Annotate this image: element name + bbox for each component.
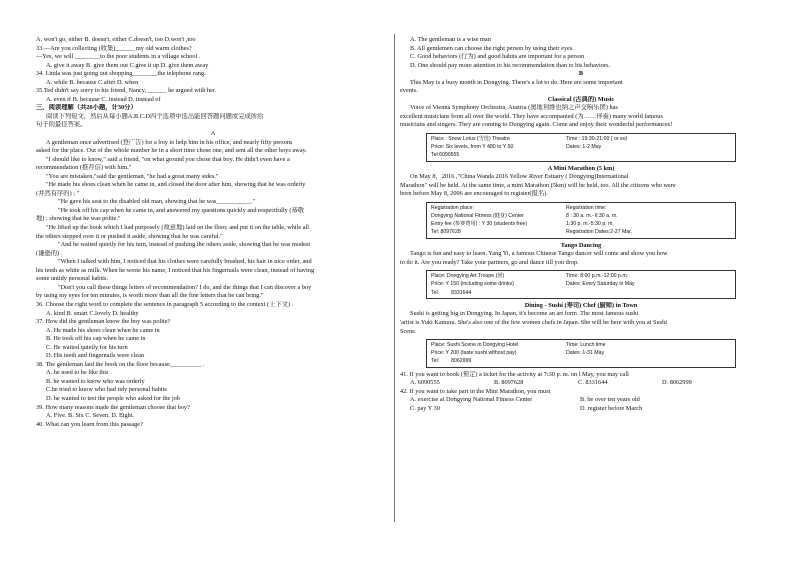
q40-option: B. All gentlemen can choose the right person by using their eyes. [410, 44, 574, 52]
marathon-place: Dongying National Fitness (健身) Center [431, 213, 524, 220]
text-line: 39. How many reasons made the gentleman choose that boy? [36, 403, 190, 411]
text-line: A. he used to be like this [46, 369, 109, 377]
marathon-fee: Entry fee (参赛费用) : Y 30 (students free) [431, 221, 528, 228]
music-tel: Tel:6090555 [431, 152, 460, 159]
text-line: 35.Ted didn't say sorry to his friend, Nancy, ______ he argued with her. [36, 87, 217, 95]
text-line: (谦逊的) . [36, 249, 63, 257]
sushi-place: Place: Sushi Scene in Dongying Hotel [431, 342, 519, 349]
marathon-title: A Mini Marathon (5 km) [547, 164, 615, 172]
text-line: A. He made his shoes clean when he came in [46, 326, 160, 334]
tango-info-box [426, 270, 736, 299]
q40-option: D. One should pay more attention to his recommendation than to his behaviors. [410, 61, 611, 69]
text-line: A. kind B. smart C.lovely D. healthy [46, 309, 139, 317]
q42-option-d: D. register before March [580, 404, 643, 412]
q41-options [400, 379, 762, 388]
sushi-text: 'artist is Yuki Kamura. She's also one of the few women chefs in Japan. She will be here with you at Sushi [400, 318, 667, 326]
sushi-tel: 8062999 [451, 358, 472, 365]
sushi-tel-label: Tel: [431, 358, 440, 365]
tango-text: to do it. Are you ready? Take your partners, go and dance till you drop. [400, 258, 579, 266]
text-line: 句子的最佳答案。 [36, 121, 87, 129]
text-line: A gentleman once advertised (登广告) for a boy to help him in his office, and nearly fifty persons [46, 138, 293, 146]
q40-option: A. The gentleman is a wise man [410, 36, 491, 43]
q41-option-c: C. 8331644 [578, 379, 608, 387]
text-line: some untidy personal habits. [36, 275, 109, 283]
marathon-place-label: Registration place: [431, 204, 474, 211]
text-line: —Yes, we will ________to the poor students in a village school . [36, 53, 201, 61]
question-41: 41. If you want to book (预定) a ticket for the activity at 7:30 p. m. on l May, you may call [400, 370, 629, 378]
tango-time: Time: 8:00 p.m.-12:00 p.m. [566, 273, 629, 280]
q40-options [400, 36, 762, 70]
q42-option-b: B. be over ten years old [580, 396, 640, 404]
marathon-time-label: Registration time: [566, 204, 607, 211]
marathon-text: born before May 8, 2006 are encouraged to register(报名). [400, 190, 548, 198]
sushi-text: Scene. [400, 327, 417, 335]
sushi-info-box [426, 339, 736, 368]
text-line: "When I talked with him, I noticed that his clothes were carefully brushed, his hair in nice order, and [58, 258, 312, 266]
music-place: Place : Snow Lotus (雪莲) Theatre [431, 136, 510, 143]
text-line: "Don't you call these things letters of recommendation? I do, and the things that I can discover a boy [58, 283, 312, 291]
text-line: by using my eyes for ten minutes, is worth more than all the fine letters that he can bring." [36, 292, 264, 300]
text-line: A. while B. because C.after D. when [46, 78, 139, 86]
text-line: recommendation (推荐信) with him." [36, 164, 132, 172]
text-line: 地) ; showing that he was polite." [36, 215, 121, 223]
q41-option-a: A. 6090555 [410, 379, 440, 387]
music-text: excellent musicians from all over the world. They have accompanied (为……伴奏) many world famous [400, 112, 663, 120]
intro-line: This May is a busy month in Dongying. There's a lot to do. Here are some important [410, 78, 623, 86]
marathon-text: Marathon" will be held. At the same time, a mini Marathon (5km) will be held, too. All the citizens who were [400, 181, 676, 189]
marathon-time-afternoon: 1:30 p. m.-5:30 p. m. [566, 221, 614, 228]
q41-option-b: B. 8097628 [494, 379, 524, 387]
music-dates: Dates: 1-2 May [566, 144, 602, 151]
text-line: 38. The gentleman laid the book on the floor because__________ . [36, 360, 205, 368]
tango-tel: 8331644 [451, 289, 472, 296]
sushi-price: Price: Y 200 (taste sushi without pay) [431, 350, 517, 357]
text-line: A. even if B. because C. instead D. instead of [46, 95, 161, 103]
text-line: "You are mistaken,"said the gentleman, "he had a great many sides." [46, 172, 219, 180]
column-divider [394, 34, 395, 522]
text-line: C. He waited quietly for his turn [46, 343, 128, 351]
question-42: 42. If you want to take part in the Mini Marathon, you must [400, 387, 551, 395]
text-line: "And he waited quietly for his turn, instead of pushing the others aside, showing that he was modest [58, 241, 311, 249]
text-line: C.he tried to know who had tidy personal habits [46, 386, 167, 394]
music-title: Classical (古典的) Music [547, 95, 615, 103]
tango-title: Tango Dancing [560, 241, 602, 249]
text-line: "He lifted up the book which I had purposely (故意地) laid on the floor, and put it on the table, while all [46, 224, 310, 232]
text-line: A. won't go, either B. doesn't, either C.doesn't, too D.won't ,too [36, 36, 196, 43]
text-line: 阅读下列短文，然后从每小题A.B.C.D四个选项中选出能回答题问题或完成所给 [46, 112, 264, 120]
text-line: the others stepped over it or pushed it aside, showing that he was careful." [36, 232, 223, 240]
section-b-label: B [578, 70, 584, 78]
intro-line: events. [400, 87, 418, 95]
sushi-text: Sushi is getting big in Dongying. In Japan, it's become an art form .The most famous sushi [410, 310, 639, 318]
q40-option: C. Good behaviors (行为) and good habits are important for a person [410, 53, 585, 61]
text-line: 34. Linda was just going out shopping________the telephone rang. [36, 70, 206, 78]
marathon-dates: Registration Dates:2-27 Mar. [566, 229, 633, 236]
tango-place: Place: Dongying Art Troupe (团) [431, 273, 505, 280]
sushi-title: Dining - Sushi (寿司) Chef (厨师) in Town [524, 301, 638, 309]
left-column [36, 36, 390, 429]
sushi-time: Time: Lunch time [566, 342, 606, 349]
q42-option-c: C. pay Y 30 [410, 404, 440, 412]
tango-text: Tango is fun and easy to learn. Yang Yi, a famous Chinese Tango dancer will come and show you how [410, 250, 668, 258]
text-line: 37. How did the gentleman know the boy was polite? [36, 318, 171, 326]
q42-option-a: A. exercise at Dongying National Fitness Center [410, 396, 533, 404]
text-line: B. he wanted to know who was orderly [46, 377, 145, 385]
marathon-info-box [426, 202, 736, 239]
text-line: D. His teeth and fingernails were clean [46, 352, 145, 360]
q42-options-row2 [400, 405, 762, 414]
text-line: B. He took off his cap when he came in [46, 335, 146, 343]
marathon-time-morning: 8 : 30 a. m.- ll:30 a. m. [566, 213, 618, 220]
text-line: 40. What can you learn from this passage? [36, 420, 143, 428]
music-time: Time : 19:30-21:00 ( or so) [566, 136, 628, 143]
text-line: A [210, 130, 216, 138]
tango-tel-label: Tel: [431, 289, 440, 296]
music-text: Voice of Vienna Symphony Orchestra, Austria (奥地利维也纳之声交响乐团) has [410, 104, 618, 112]
text-line: asked for the place. Out of the whole number he in a short time chose one, and sent all the other boys away. [36, 147, 307, 155]
text-line: D. he wanted to test the people who asked for the job [46, 394, 180, 402]
text-line: A. Five. B. Six C. Seven. D. Eight. [46, 412, 135, 420]
q41-option-d: D. 8062999 [662, 379, 692, 387]
text-line: (井然有序的) ; " [36, 189, 80, 197]
text-line: 36. Choose the right word to complete the sentence in paragraph 5 according to the context (上下文) . [36, 300, 294, 308]
text-line: "He took off his cap when he came in, and answered my questions quickly and respectfully (恭敬 [58, 206, 305, 214]
right-column [400, 36, 762, 413]
tango-dates: Dates: Every Saturday in May [566, 281, 635, 288]
text-line: 三、阅读理解（共20小题，计30分） [36, 104, 137, 112]
sushi-dates: Dates: 1-31 May [566, 350, 605, 357]
marathon-text: On May 8，2016 ,"China Wanda 2016 Yellow River Estuary ( Dongying)International [410, 173, 629, 181]
text-line: "He made his shoes clean when he came in, and closed the door after him, showing that he was orderly [46, 181, 306, 189]
marathon-tel: Tel: 8097628 [431, 229, 461, 236]
text-line: his teeth as white as milk. When he wrote his name, I noticed that his fingernails were clean, instead of having [36, 266, 315, 274]
text-line: "He gave his seat to the disabled old man, showing that he was___________." [58, 198, 256, 206]
text-line: A. give it away B. give them out C.give it up D. give them away [46, 61, 209, 69]
text-line: 33.—Are you collecting (收集)______ my old warm clothes? [36, 44, 192, 52]
q42-options-row1 [400, 396, 762, 405]
music-text: musicians and singers. They are coming to Dongying again. Come and enjoy their wonderful performances! [400, 121, 673, 129]
music-info-box [426, 133, 736, 162]
tango-price: Price: Y 150 (including some drinks) [431, 281, 514, 288]
music-price: Price: Six levels, from Y 480 to Y 50 [431, 144, 514, 151]
text-line: "I should like to know," said a friend, "on what ground you chose that boy. He didn't even have a [46, 155, 290, 163]
